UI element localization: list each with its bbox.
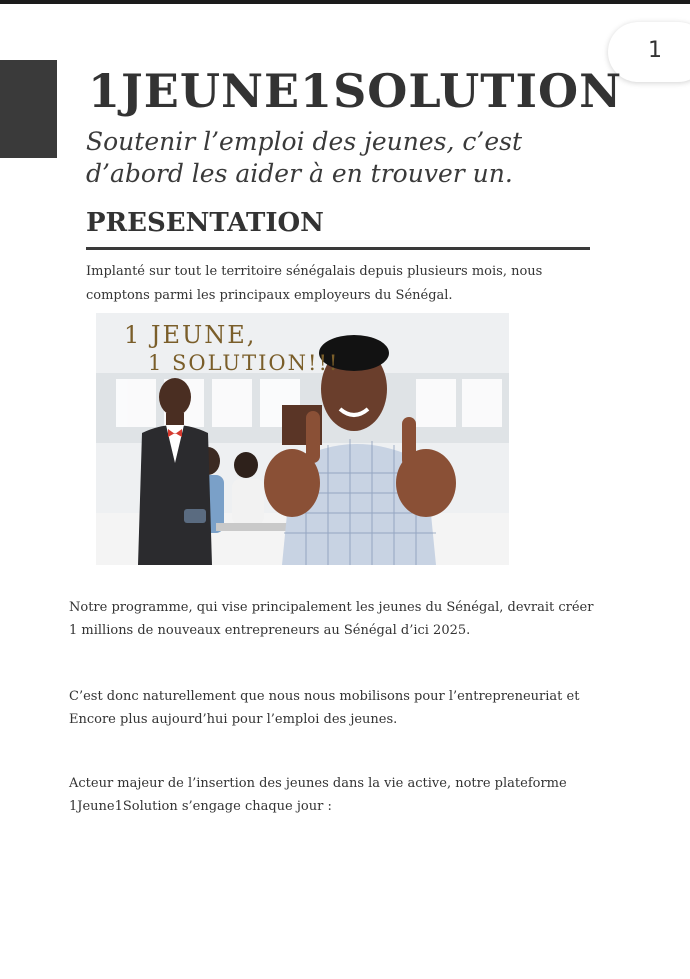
body-paragraph-3: Acteur majeur de l’insertion des jeunes dans la vie active, notre plateforme 1Jeune1Solution s’engage chaque jour : xyxy=(69,776,567,814)
document-subtitle: Soutenir l’emploi des jeunes, c’est d’abord les aider à en trouver un. xyxy=(86,127,523,188)
caption-line-1: 1 JEUNE, xyxy=(124,321,257,349)
section-heading-presentation: PRESENTATION xyxy=(86,208,324,238)
document-title: 1JEUNE1SOLUTION xyxy=(88,64,623,118)
photo-caption xyxy=(96,313,509,393)
caption-line-2: 1 SOLUTION!!! xyxy=(148,351,340,375)
body-paragraph-2: C’est donc naturellement que nous nous mobilisons pour l’entrepreneuriat et Encore plus aujourd’hui pour l’emploi des jeunes. xyxy=(69,689,580,727)
page-number: 1 xyxy=(648,38,662,63)
presentation-intro: Implanté sur tout le territoire sénégalais depuis plusieurs mois, nous comptons parmi les principaux employeurs du Sénégal. xyxy=(86,264,543,303)
body-paragraph-1: Notre programme, qui vise principalement les jeunes du Sénégal, devrait créer 1 millions de nouveaux entrepreneurs au Sénégal d’ici 2025. xyxy=(69,600,594,638)
top-border xyxy=(0,0,690,4)
promo-photo xyxy=(96,313,509,565)
side-accent-block xyxy=(0,60,57,158)
section-divider xyxy=(86,247,590,250)
